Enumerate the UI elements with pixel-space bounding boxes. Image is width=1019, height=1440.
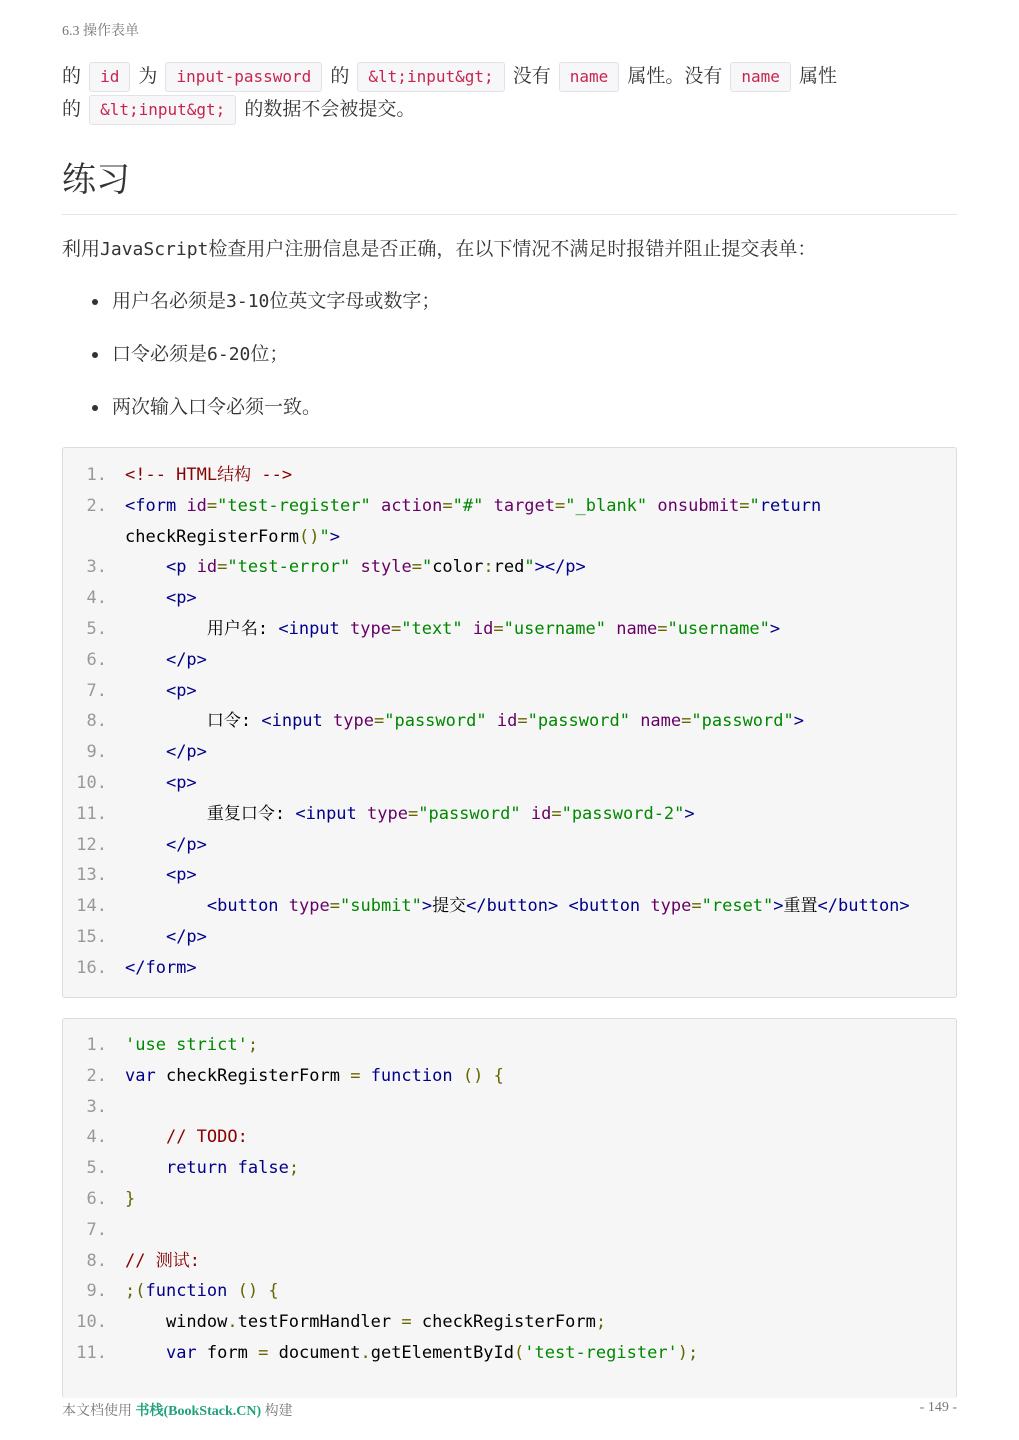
code-text bbox=[125, 645, 956, 676]
code-token: <form bbox=[125, 495, 177, 516]
code-token: 'use strict' bbox=[125, 1035, 248, 1055]
inline-code: name bbox=[730, 62, 791, 92]
code-token bbox=[453, 1066, 463, 1086]
code-token: form bbox=[196, 1342, 259, 1363]
code-token: ; bbox=[288, 1158, 300, 1179]
code-line bbox=[63, 552, 956, 583]
line-number: 1. bbox=[86, 1035, 107, 1055]
code-token: "text" bbox=[401, 618, 463, 639]
code-token: = bbox=[517, 711, 528, 732]
inline-code: &lt;input&gt; bbox=[357, 62, 504, 92]
line-number: 7. bbox=[86, 680, 107, 701]
code-token: checkRegisterForm bbox=[125, 526, 299, 547]
code-token bbox=[125, 773, 166, 793]
code-token bbox=[227, 1158, 237, 1178]
code-line bbox=[63, 706, 956, 737]
code-token: = bbox=[691, 896, 702, 917]
code-token bbox=[186, 557, 196, 577]
code-line bbox=[63, 460, 956, 491]
code-token: . bbox=[227, 1312, 238, 1333]
code-token bbox=[360, 1066, 370, 1086]
code-token: ></p> bbox=[534, 557, 586, 578]
code-token: var bbox=[125, 1065, 156, 1086]
line-number: 8. bbox=[86, 1250, 107, 1271]
js-code-block bbox=[62, 1018, 957, 1398]
code-line bbox=[63, 614, 956, 645]
code-text bbox=[125, 1030, 956, 1061]
text-fragment: 利用 bbox=[62, 238, 101, 260]
code-token: </form> bbox=[125, 957, 197, 978]
code-token: : bbox=[483, 557, 494, 578]
code-token: checkRegisterForm bbox=[411, 1312, 596, 1333]
code-token: // TODO: bbox=[165, 1127, 248, 1148]
code-token: </p> bbox=[165, 742, 207, 763]
code-token bbox=[125, 927, 166, 947]
code-token: id bbox=[472, 618, 494, 639]
code-text bbox=[125, 953, 956, 984]
code-text bbox=[125, 1338, 956, 1369]
code-token bbox=[125, 865, 166, 885]
line-number: 8. bbox=[86, 711, 107, 732]
code-token bbox=[125, 1158, 166, 1178]
code-token: type bbox=[650, 896, 692, 917]
code-line bbox=[63, 676, 956, 707]
code-token: = bbox=[442, 495, 453, 516]
code-token: id bbox=[530, 803, 552, 824]
code-token: <p> bbox=[165, 680, 197, 701]
line-number: 5. bbox=[86, 618, 107, 639]
requirement-list bbox=[62, 285, 942, 444]
code-token bbox=[521, 804, 531, 824]
code-token: 口令: bbox=[125, 711, 262, 732]
html-code-block bbox=[62, 447, 957, 998]
code-line bbox=[63, 891, 956, 922]
code-token: = bbox=[258, 1342, 269, 1363]
line-number: 11. bbox=[76, 1342, 107, 1363]
code-token: 重置 bbox=[783, 896, 818, 917]
code-token: checkRegisterForm bbox=[155, 1065, 351, 1086]
code-token: > bbox=[793, 711, 804, 732]
code-token: "submit" bbox=[340, 896, 422, 917]
code-text bbox=[125, 891, 956, 922]
code-token bbox=[606, 619, 616, 639]
code-token: = bbox=[390, 618, 402, 639]
code-text bbox=[125, 922, 956, 953]
code-token bbox=[630, 711, 640, 731]
code-line bbox=[63, 1184, 956, 1215]
code-token bbox=[487, 711, 497, 731]
code-text bbox=[125, 583, 956, 614]
code-token: <!-- HTML结构 --> bbox=[125, 465, 293, 485]
code-line bbox=[63, 1092, 956, 1123]
code-token: = bbox=[739, 495, 750, 516]
text-fragment: 没有 bbox=[512, 65, 551, 87]
code-token: <p bbox=[165, 557, 187, 578]
code-token bbox=[125, 650, 166, 670]
code-token: () bbox=[237, 1281, 259, 1302]
code-token bbox=[371, 496, 381, 516]
code-token: > bbox=[684, 803, 695, 824]
code-token: 'test-register' bbox=[524, 1342, 678, 1363]
code-line bbox=[63, 1338, 956, 1369]
code-token bbox=[463, 619, 473, 639]
line-number: 7. bbox=[86, 1219, 107, 1240]
code-text bbox=[125, 522, 956, 553]
line-number: 4. bbox=[86, 1127, 107, 1148]
list-item bbox=[62, 391, 942, 444]
code-token bbox=[483, 1066, 493, 1086]
inline-code: id bbox=[89, 62, 130, 92]
code-token: document bbox=[268, 1342, 361, 1363]
code-token: "username" bbox=[667, 618, 770, 639]
code-text bbox=[125, 1153, 956, 1184]
code-token bbox=[125, 835, 166, 855]
line-number: 3. bbox=[86, 1096, 107, 1117]
code-token bbox=[279, 896, 289, 916]
code-token: " bbox=[524, 557, 535, 578]
code-token: </button> bbox=[817, 896, 910, 917]
code-text bbox=[125, 830, 956, 861]
code-token: type bbox=[350, 618, 391, 639]
code-line bbox=[63, 953, 956, 984]
code-token: { bbox=[493, 1065, 504, 1086]
code-line bbox=[63, 491, 956, 522]
code-token bbox=[125, 681, 166, 701]
code-token: // 测试: bbox=[125, 1250, 200, 1271]
code-token bbox=[340, 619, 350, 639]
code-token: "password" bbox=[691, 711, 794, 732]
code-token bbox=[125, 1127, 166, 1147]
inline-code: input-password bbox=[165, 62, 322, 92]
text-fragment: 的 bbox=[62, 98, 82, 120]
code-token bbox=[323, 711, 333, 731]
code-token: = bbox=[373, 711, 385, 732]
code-text bbox=[125, 1184, 956, 1215]
code-token: = bbox=[407, 803, 419, 824]
code-token bbox=[125, 896, 207, 916]
code-token: () bbox=[299, 526, 320, 547]
code-token: } bbox=[125, 1188, 136, 1209]
text-fragment: 的 bbox=[62, 65, 82, 87]
code-line bbox=[63, 1276, 956, 1307]
code-line-continuation bbox=[63, 522, 956, 553]
line-number: 15. bbox=[76, 926, 107, 947]
code-token: style bbox=[360, 557, 412, 578]
code-token bbox=[640, 896, 650, 916]
line-number: 6. bbox=[86, 649, 107, 670]
code-token: var bbox=[165, 1342, 197, 1363]
text-fragment: 的 bbox=[330, 65, 350, 87]
footer-text: 本文档使用 bbox=[62, 1404, 136, 1419]
code-token: "#" bbox=[452, 495, 484, 516]
code-token: () bbox=[462, 1065, 484, 1086]
code-text bbox=[125, 614, 956, 645]
code-line bbox=[63, 1030, 956, 1061]
code-line bbox=[63, 583, 956, 614]
code-token: id bbox=[496, 711, 518, 732]
code-token: <input bbox=[261, 711, 323, 732]
code-token: ); bbox=[677, 1342, 699, 1363]
code-token: <button bbox=[206, 896, 279, 917]
code-text bbox=[125, 1122, 956, 1153]
code-line bbox=[63, 1307, 956, 1338]
text-fragment: 口令必须是 bbox=[112, 343, 208, 365]
code-text bbox=[125, 1246, 956, 1277]
code-token: type bbox=[367, 803, 408, 824]
code-line bbox=[63, 922, 956, 953]
code-token: " bbox=[319, 526, 330, 547]
code-token: = bbox=[493, 618, 504, 639]
code-line bbox=[63, 1153, 956, 1184]
code-token: "password-2" bbox=[561, 803, 685, 824]
code-line bbox=[63, 1215, 956, 1246]
code-token: 用户名: bbox=[125, 618, 279, 639]
code-text bbox=[125, 768, 956, 799]
line-number: 16. bbox=[76, 957, 107, 978]
code-token bbox=[176, 496, 186, 516]
code-line bbox=[63, 1122, 956, 1153]
code-token: type bbox=[288, 896, 330, 917]
code-token: ; bbox=[247, 1035, 259, 1055]
code-token: "username" bbox=[503, 618, 606, 639]
code-token: = bbox=[411, 557, 422, 578]
code-token: = bbox=[681, 711, 692, 732]
code-line bbox=[63, 1061, 956, 1092]
code-token: ( bbox=[514, 1342, 525, 1363]
code-token: <p> bbox=[165, 772, 197, 793]
list-item bbox=[62, 338, 942, 391]
code-token: </button> bbox=[466, 896, 559, 917]
code-token: target bbox=[493, 495, 556, 516]
line-number: 11. bbox=[76, 803, 107, 824]
code-token: "reset" bbox=[701, 896, 774, 917]
text-fragment-mono: 3-10 bbox=[226, 291, 270, 312]
code-token: ; bbox=[595, 1312, 607, 1333]
code-token: id bbox=[186, 495, 207, 516]
code-token: return bbox=[165, 1158, 228, 1179]
code-token: function bbox=[145, 1281, 228, 1302]
text-fragment: 为 bbox=[138, 65, 158, 87]
code-text bbox=[125, 1215, 956, 1246]
text-fragment-mono: 6-20 bbox=[207, 344, 251, 365]
running-header: 6.3 操作表单 bbox=[62, 24, 139, 39]
text-fragment: 检查用户注册信息是否正确，在以下情况不满足时报错并阻止提交表单： bbox=[208, 238, 817, 260]
code-line bbox=[63, 737, 956, 768]
code-token: "password" bbox=[384, 711, 487, 732]
text-fragment: 位； bbox=[250, 343, 289, 365]
code-token bbox=[227, 1281, 237, 1301]
code-token bbox=[258, 1281, 268, 1301]
code-token: onsubmit bbox=[657, 495, 740, 516]
code-token: type bbox=[333, 711, 374, 732]
code-token: "test-error" bbox=[227, 557, 351, 578]
code-token: ;( bbox=[125, 1281, 146, 1302]
code-token: > bbox=[329, 526, 340, 547]
inline-code: &lt;input&gt; bbox=[89, 95, 236, 125]
code-token: testFormHandler bbox=[237, 1312, 402, 1333]
code-text bbox=[125, 799, 956, 830]
code-text bbox=[125, 737, 956, 768]
text-fragment: 用户名必须是 bbox=[112, 290, 227, 312]
code-token: = bbox=[551, 803, 562, 824]
code-token: <button bbox=[568, 896, 641, 917]
code-token: > bbox=[769, 618, 781, 639]
code-token: </p> bbox=[165, 834, 207, 855]
text-fragment: 属性 bbox=[798, 65, 837, 87]
code-token: "password" bbox=[418, 803, 521, 824]
code-token: = bbox=[657, 618, 668, 639]
code-token: red bbox=[493, 557, 525, 578]
code-token: color bbox=[432, 557, 484, 578]
line-number: 3. bbox=[86, 557, 107, 578]
code-token bbox=[125, 557, 166, 577]
code-token bbox=[350, 557, 360, 577]
section-title: 练习 bbox=[62, 160, 130, 200]
code-token: <input bbox=[278, 618, 340, 639]
code-token: "password" bbox=[527, 711, 630, 732]
code-text bbox=[125, 1061, 956, 1092]
footer-text: 构建 bbox=[261, 1404, 293, 1419]
text-fragment: 两次输入口令必须一致。 bbox=[112, 396, 322, 418]
code-text bbox=[125, 676, 956, 707]
line-number: 2. bbox=[86, 495, 107, 516]
text-fragment: 位英文字母或数字； bbox=[269, 290, 441, 312]
code-token: " bbox=[749, 495, 760, 516]
code-token bbox=[647, 496, 657, 516]
code-text bbox=[125, 460, 956, 491]
line-number: 13. bbox=[76, 865, 107, 886]
code-token: = bbox=[401, 1312, 412, 1333]
code-text bbox=[125, 1092, 956, 1123]
code-line bbox=[63, 860, 956, 891]
code-token: { bbox=[268, 1281, 279, 1302]
exercise-intro bbox=[62, 233, 962, 266]
code-token: </p> bbox=[165, 926, 207, 947]
code-token: = bbox=[206, 495, 218, 516]
code-text bbox=[125, 552, 956, 583]
code-token: function bbox=[370, 1065, 453, 1086]
code-token bbox=[125, 1343, 166, 1363]
code-line bbox=[63, 799, 956, 830]
line-number: 1. bbox=[86, 465, 107, 485]
code-token: id bbox=[196, 557, 218, 578]
code-text bbox=[125, 860, 956, 891]
code-token: window bbox=[125, 1312, 228, 1333]
code-token: 提交 bbox=[432, 896, 467, 917]
code-text bbox=[125, 491, 956, 522]
code-token: getElementById bbox=[370, 1342, 515, 1363]
code-token: > bbox=[773, 896, 784, 917]
code-token: action bbox=[380, 495, 443, 516]
code-token: name bbox=[640, 711, 682, 732]
line-number: 4. bbox=[86, 588, 107, 609]
line-number: 10. bbox=[76, 1312, 107, 1333]
footer-link[interactable]: 书栈(BookStack.CN) bbox=[135, 1404, 262, 1419]
text-fragment-mono: JavaScript bbox=[100, 239, 209, 260]
line-number: 9. bbox=[86, 1281, 107, 1302]
code-line bbox=[63, 645, 956, 676]
page-number: - 149 - bbox=[919, 1400, 957, 1415]
line-number: 5. bbox=[86, 1158, 107, 1179]
text-fragment: 属性。没有 bbox=[627, 65, 723, 87]
code-token: "test-register" bbox=[217, 495, 371, 516]
code-token: false bbox=[237, 1158, 289, 1179]
line-number: 2. bbox=[86, 1065, 107, 1086]
line-number: 10. bbox=[76, 772, 107, 793]
code-token: </p> bbox=[165, 649, 207, 670]
line-number: 14. bbox=[76, 896, 107, 917]
code-token bbox=[357, 804, 367, 824]
code-token: <p> bbox=[165, 865, 197, 886]
code-token: <input bbox=[295, 803, 357, 824]
code-token bbox=[125, 742, 166, 762]
code-token: 重复口令: bbox=[125, 803, 296, 824]
code-text bbox=[125, 1307, 956, 1338]
code-token bbox=[483, 496, 493, 516]
code-text bbox=[125, 706, 956, 737]
paragraph-input-name bbox=[62, 60, 962, 126]
line-number: 12. bbox=[76, 834, 107, 855]
text-fragment: 的数据不会被提交。 bbox=[244, 98, 416, 120]
code-token: = bbox=[217, 557, 228, 578]
code-line bbox=[63, 830, 956, 861]
code-token: "_blank" bbox=[565, 495, 648, 516]
line-number: 9. bbox=[86, 742, 107, 763]
list-item bbox=[62, 285, 942, 338]
footer-credit bbox=[62, 1400, 293, 1420]
inline-code: name bbox=[559, 62, 620, 92]
code-token bbox=[125, 588, 166, 608]
code-line bbox=[63, 768, 956, 799]
code-token: " bbox=[421, 557, 433, 578]
code-token: = bbox=[350, 1065, 361, 1086]
code-line bbox=[63, 1246, 956, 1277]
code-text bbox=[125, 1276, 956, 1307]
code-token: return bbox=[759, 495, 822, 516]
code-token: = bbox=[329, 896, 340, 917]
code-token: name bbox=[616, 618, 658, 639]
code-token: = bbox=[555, 495, 566, 516]
code-token: . bbox=[360, 1342, 371, 1363]
line-number: 6. bbox=[86, 1188, 107, 1209]
code-token: > bbox=[421, 896, 433, 917]
code-token: <p> bbox=[165, 588, 197, 609]
section-divider bbox=[62, 214, 957, 215]
code-token bbox=[558, 896, 568, 916]
